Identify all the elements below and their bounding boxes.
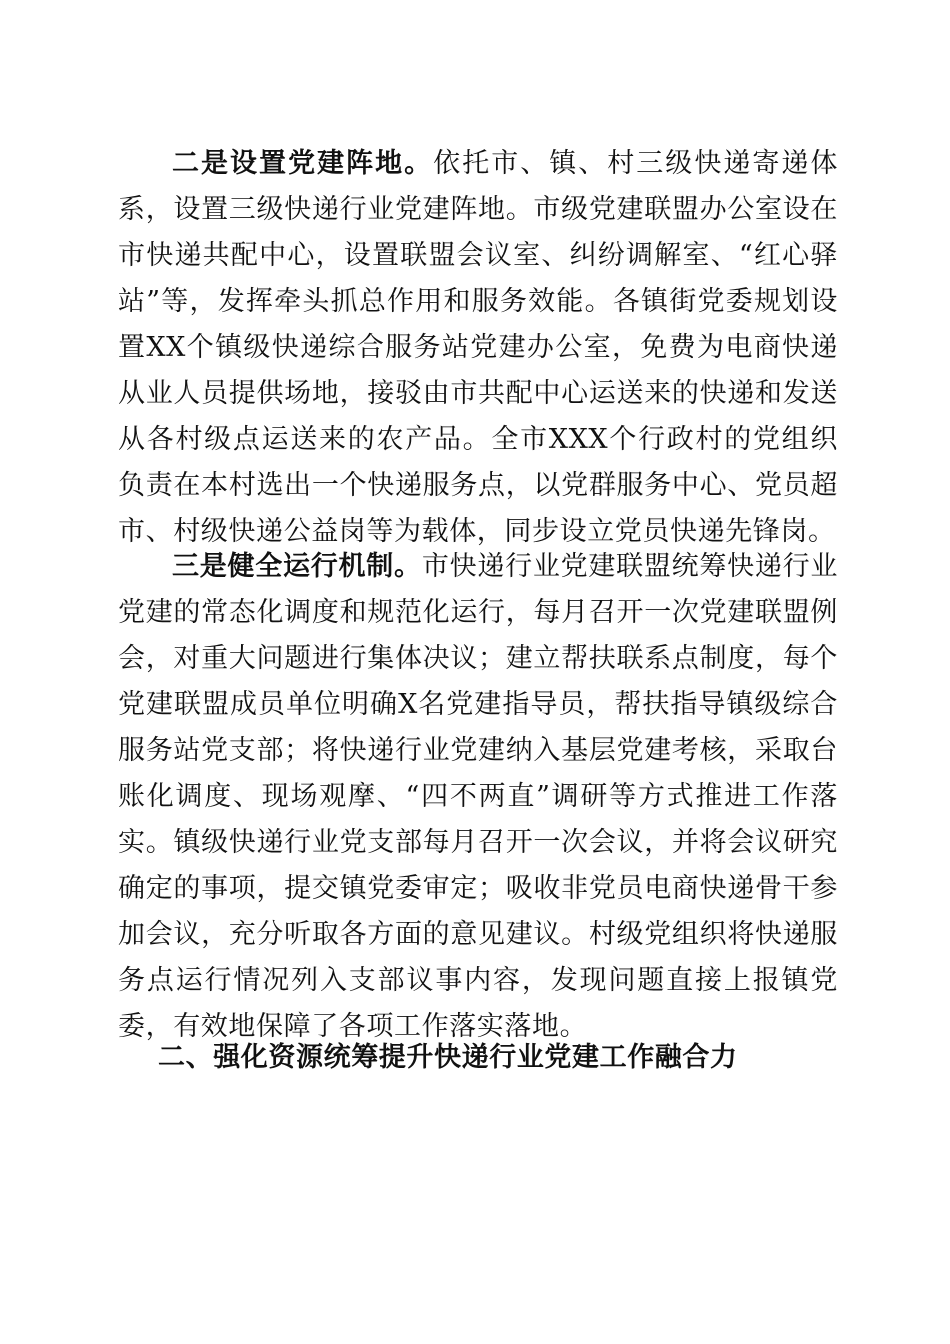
section-heading: 二、强化资源统筹提升快递行业党建工作融合力	[158, 1042, 738, 1073]
paragraph-body: 市快递行业党建联盟统筹快递行业党建的常态化调度和规范化运行，每月召开一次党建联盟例会，对重大问题进行集体决议；建立帮扶联系点制度，每个党建联盟成员单位明确X名党建指导员，帮扶指导镇级综合服务站党支部；将快递行业党建纳入基层党建考核，采取台账化调度、现场观摩、“四不两直”调研等方式推进工作落实。镇级快递行业党支部每月召开一次会议，并将会议研究确定的事项，提交镇党委审定；吸收非党员电商快递骨干参加会议，充分听取各方面的意见建议。村级党组织将快递服务点运行情况列入支部议事内容，发现问题直接上报镇党委，有效地保障了各项工作落实落地。	[118, 551, 838, 1042]
paragraph-lead: 三是健全运行机制。	[172, 551, 422, 582]
paragraph-operation-mechanism	[118, 544, 838, 1050]
paragraph-lead: 二是设置党建阵地。	[172, 148, 434, 179]
paragraph-party-building-position	[118, 141, 838, 555]
paragraph-body: 依托市、镇、村三级快递寄递体系，设置三级快递行业党建阵地。市级党建联盟办公室设在市快递共配中心，设置联盟会议室、纠纷调解室、“红心驿站”等，发挥牵头抓总作用和服务效能。各镇街党委规划设置XX个镇级快递综合服务站党建办公室，免费为电商快递从业人员提供场地，接驳由市共配中心运送来的快递和发送从各村级点运送来的农产品。全市XXX个行政村的党组织负责在本村选出一个快递服务点，以党群服务中心、党员超市、村级快递公益岗等为载体，同步设立党员快递先锋岗。	[118, 148, 839, 547]
